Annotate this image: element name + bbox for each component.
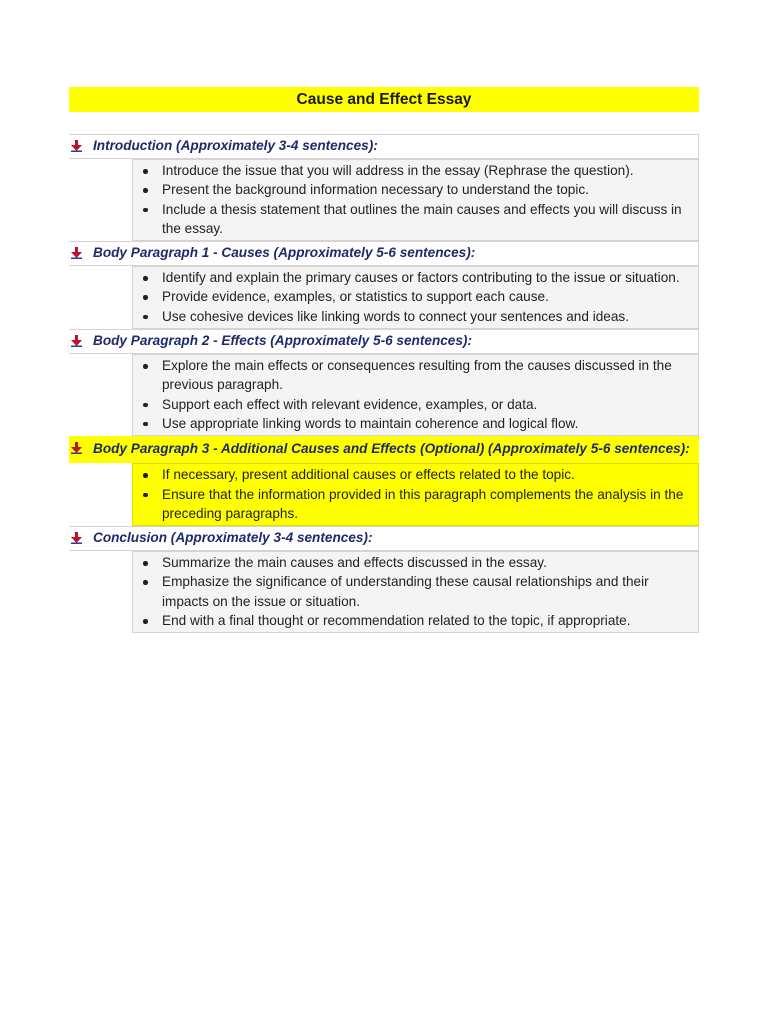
section-heading <box>69 526 699 551</box>
sections-container <box>69 134 699 633</box>
list-item <box>133 161 692 180</box>
down-arrow-bullet-icon <box>71 140 82 152</box>
bullet-dot-icon <box>143 493 148 498</box>
bullet-dot-icon <box>143 580 148 585</box>
bullet-dot-icon <box>143 208 148 213</box>
section <box>69 134 699 241</box>
bullet-dot-icon <box>143 188 148 193</box>
list-item-text: End with a final thought or recommendation related to the topic, if appropriate. <box>162 613 631 629</box>
bullet-list <box>133 356 692 433</box>
section-heading <box>69 329 699 354</box>
document-page <box>69 87 699 633</box>
list-item-text: Use cohesive devices like linking words to connect your sentences and ideas. <box>162 308 629 324</box>
section <box>69 526 699 633</box>
bullet-list-box <box>132 266 699 329</box>
section-heading-text: Body Paragraph 1 - Causes (Approximately 5-6 sentences): <box>93 245 476 261</box>
list-item-text: Include a thesis statement that outlines the main causes and effects you will discuss in the essay. <box>162 201 682 236</box>
list-item-text: Summarize the main causes and effects discussed in the essay. <box>162 555 547 571</box>
down-arrow-bullet-icon <box>71 532 82 544</box>
bullet-dot-icon <box>143 619 148 624</box>
list-item-text: Ensure that the information provided in this paragraph complements the analysis in the preceding paragraphs. <box>162 486 684 521</box>
down-arrow-bullet-icon <box>71 335 82 347</box>
section-heading <box>69 436 699 463</box>
list-item <box>133 287 692 306</box>
section-heading-text: Conclusion (Approximately 3-4 sentences): <box>93 530 373 546</box>
list-item <box>133 414 692 433</box>
list-item <box>133 307 692 326</box>
list-item <box>133 200 692 239</box>
bullet-dot-icon <box>143 315 148 320</box>
list-item-text: Explore the main effects or consequences resulting from the causes discussed in the previous paragraph. <box>162 358 672 393</box>
list-item <box>133 572 692 611</box>
bullet-dot-icon <box>143 473 148 478</box>
list-item-text: Identify and explain the primary causes or factors contributing to the issue or situation. <box>162 270 680 286</box>
list-item <box>133 356 692 395</box>
list-item <box>133 395 692 414</box>
list-item-text: Introduce the issue that you will address in the essay (Rephrase the question). <box>162 163 634 178</box>
bullet-list <box>133 553 692 630</box>
list-item <box>133 268 692 287</box>
down-arrow-bullet-icon <box>71 247 82 259</box>
document-title: Cause and Effect Essay <box>69 87 699 112</box>
bullet-list <box>133 268 692 326</box>
bullet-list <box>133 161 692 238</box>
bullet-dot-icon <box>143 561 148 566</box>
section <box>69 241 699 329</box>
section-heading-text: Introduction (Approximately 3-4 sentences): <box>93 138 378 153</box>
section-heading <box>69 134 699 159</box>
section <box>69 329 699 436</box>
down-arrow-bullet-icon <box>71 442 82 454</box>
list-item <box>133 465 692 484</box>
list-item <box>133 553 692 572</box>
list-item <box>133 485 692 524</box>
list-item-text: Use appropriate linking words to maintain coherence and logical flow. <box>162 415 579 431</box>
bullet-list <box>133 465 692 523</box>
list-item <box>133 611 692 630</box>
list-item-text: Emphasize the significance of understanding these causal relationships and their impacts on the issue or situation. <box>162 574 649 609</box>
bullet-dot-icon <box>143 403 148 408</box>
section <box>69 436 699 526</box>
bullet-dot-icon <box>143 295 148 300</box>
bullet-list-box <box>132 551 699 633</box>
bullet-dot-icon <box>143 422 148 427</box>
list-item-text: Provide evidence, examples, or statistics to support each cause. <box>162 289 549 305</box>
list-item-text: If necessary, present additional causes or effects related to the topic. <box>162 467 575 483</box>
list-item-text: Support each effect with relevant evidence, examples, or data. <box>162 396 538 412</box>
list-item-text: Present the background information necessary to understand the topic. <box>162 182 589 198</box>
section-heading-text: Body Paragraph 3 - Additional Causes and Effects (Optional) (Approximately 5-6 sentences): <box>93 441 690 457</box>
bullet-dot-icon <box>143 169 148 174</box>
bullet-list-box <box>132 159 699 241</box>
section-heading-text: Body Paragraph 2 - Effects (Approximately 5-6 sentences): <box>93 333 472 349</box>
bullet-dot-icon <box>143 276 148 281</box>
section-heading <box>69 241 699 266</box>
bullet-list-box <box>132 463 699 526</box>
bullet-dot-icon <box>143 364 148 369</box>
list-item <box>133 180 692 199</box>
bullet-list-box <box>132 354 699 436</box>
